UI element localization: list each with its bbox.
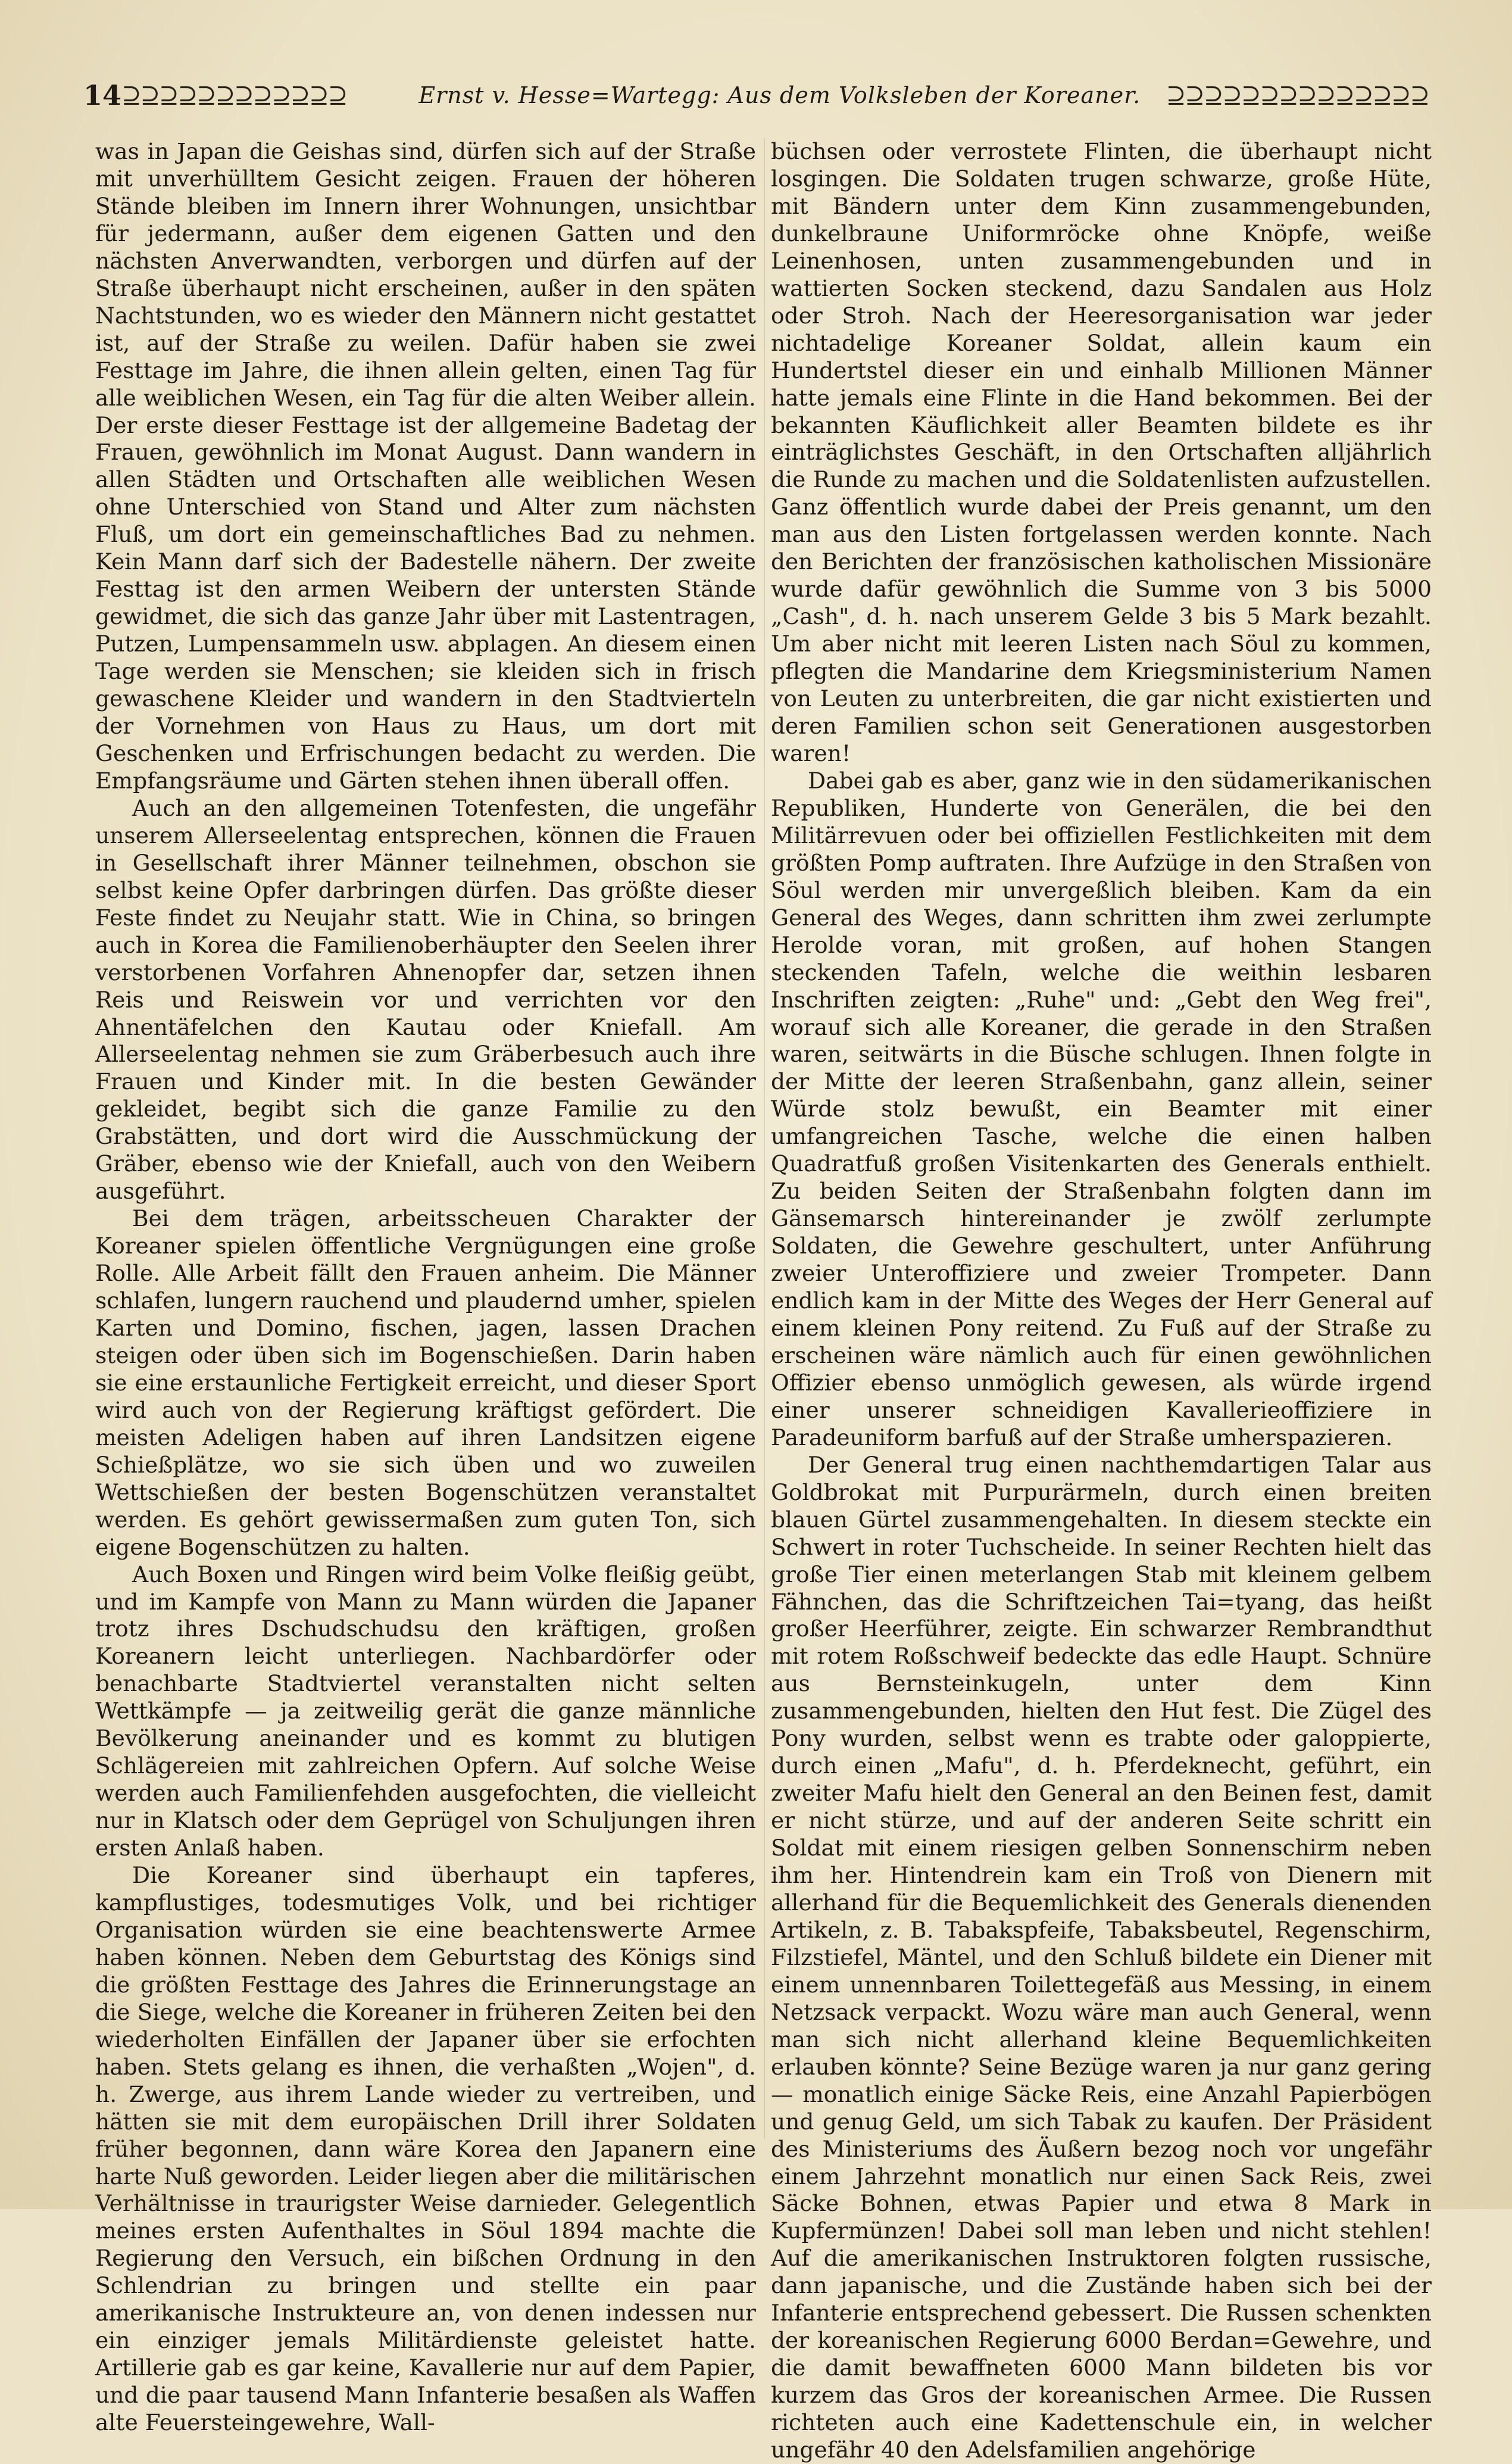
running-title: Ernst v. Hesse=Wartegg: Aus dem Volksleben der Koreaner. bbox=[418, 82, 1141, 108]
header-ornament-right: ⊇⊇⊇⊇⊇⊇⊇⊇⊇⊇⊇⊇⊇⊇ bbox=[1166, 82, 1429, 109]
paragraph: büchsen oder verrostete Flinten, die überhaupt nicht losgingen. Die Soldaten trugen schwarze, große Hüte, mit Bändern unter dem Kinn zusammengebunden, dunkelbraune Uniformröcke ohne Knöpfe, weiße Leinenhosen, unten zusammengebunden und in wattierten Socken steckend, dazu Sandalen aus Holz oder Stroh. Nach der Heeresorganisation war jeder nichtadelige Koreaner Soldat, allein kaum ein Hundertstel dieser ein und einhalb Millionen Männer hatte jemals eine Flinte in die Hand bekommen. Bei der bekannten Käuflichkeit aller Beamten bildete es ihr einträglichstes Geschäft, in den Ortschaften alljährlich die Runde zu machen und die Soldatenlisten aufzustellen. Ganz öffentlich wurde dabei der Preis genannt, um den man aus den Listen fortgelassen werden konnte. Nach den Berichten der französischen katholischen Missionäre wurde dafür gewöhnlich die Summe von 3 bis 5000 „Cash", d. h. nach unserem Gelde 3 bis 5 Mark bezahlt. Um aber nicht mit leeren Listen nach Söul zu kommen, pflegten die Mandarine dem Kriegsministerium Namen von Leuten zu unterbreiten, die gar nicht existierten und deren Familien schon seit Generationen ausgestorben waren! bbox=[771, 138, 1432, 766]
column-gutter bbox=[764, 138, 765, 2139]
paragraph: Dabei gab es aber, ganz wie in den südamerikanischen Republiken, Hunderte von Generälen, die bei den Militärrevuen oder bei offiziellen Festlichkeiten mit dem größten Pomp auftraten. Ihre Aufzüge in den Straßen von Söul werden mir unvergeßlich bleiben. Kam da ein General des Weges, dann schritten ihm zwei zerlumpte Herolde voran, mit großen, auf hohen Stangen steckenden Tafeln, welche die weithin lesbaren Inschriften zeigten: „Ruhe" und: „Gebt den Weg frei", worauf sich alle Koreaner, die gerade in den Straßen waren, seitwärts in die Büsche schlugen. Ihnen folgte in der Mitte der leeren Straßenbahn, ganz allein, seiner Würde stolz bewußt, ein Beamter mit einer umfangreichen Tasche, welche die einen halben Quadratfuß großen Visitenkarten des Generals enthielt. Zu beiden Seiten der Straßenbahn folgten dann im Gänsemarsch hintereinander je zwölf zerlumpte Soldaten, die Gewehre geschultert, unter Anführung zweier Unteroffiziere und zweier Trompeter. Dann endlich kam in der Mitte des Weges der Herr General auf einem kleinen Pony reitend. Zu Fuß auf der Straße zu erscheinen wäre nämlich auch für einen gewöhnlichen Offizier ebenso unmöglich gewesen, als würde irgend einer unserer schneidigen Kavallerieoffiziere in Paradeuniform barfuß auf der Straße umherspazieren. bbox=[771, 767, 1432, 1451]
paragraph: Der General trug einen nachthemdartigen Talar aus Goldbrokat mit Purpurärmeln, durch einen breiten blauen Gürtel zusammengehalten. In diesem steckte ein Schwert in roter Tuchscheide. In seiner Rechten hielt das große Tier einen meterlangen Stab mit kleinem gelbem Fähnchen, das die Schriftzeichen Tai=tyang, das heißt großer Heerführer, zeigte. Ein schwarzer Rembrandthut mit rotem Roßschweif bedeckte das edle Haupt. Schnüre aus Bernsteinkugeln, unter dem Kinn zusammengebunden, hielten den Hut fest. Die Zügel des Pony wurden, selbst wenn es trabte oder galoppierte, durch einen „Mafu", d. h. Pferdeknecht, geführt, ein zweiter Mafu hielt den General an den Beinen fest, damit er nicht stürze, und auf der anderen Seite schritt ein Soldat mit einem riesigen gelben Sonnenschirm neben ihm her. Hintendrein kam ein Troß von Dienern mit allerhand für die Bequemlichkeit des Generals dienenden Artikeln, z. B. Tabakspfeife, Tabaksbeutel, Regenschirm, Filzstiefel, Mäntel, und den Schluß bildete ein Diener mit einem unnennbaren Toilettegefäß aus Messing, in einem Netzsack verpackt. Wozu wäre man auch General, wenn man sich nicht allerhand kleine Bequemlichkeiten erlauben könnte? Seine Bezüge waren ja nur ganz gering — monatlich einige Säcke Reis, eine Anzahl Papierbögen und genug Geld, um sich Tabak zu kaufen. Der Präsident des Ministeriums des Äußern bezog noch vor ungefähr einem Jahrzehnt monatlich nur einen Sack Reis, zwei Säcke Bohnen, etwas Papier und etwa 8 Mark in Kupfermünzen! Dabei soll man leben und nicht stehlen! Auf die amerikanischen Instruktoren folgten russische, dann japanische, und die Zustände haben sich bei der Infanterie entsprechend gebessert. Die Russen schenkten der koreanischen Regierung 6000 Berdan=Gewehre, und die damit bewaffneten 6000 Mann bildeten bis vor kurzem das Gros der koreanischen Armee. Die Russen richteten auch eine Kadettenschule ein, in welcher ungefähr 40 den Adelsfamilien angehörige bbox=[771, 1451, 1432, 2463]
page-header bbox=[83, 77, 1429, 113]
paragraph: Die Koreaner sind überhaupt ein tapferes, kampflustiges, todesmutiges Volk, und bei richtiger Organisation würden sie eine beachtenswerte Armee haben können. Neben dem Geburtstag des Königs sind die größten Festtage des Jahres die Erinnerungstage an die Siege, welche die Koreaner in früheren Zeiten bei den wiederholten Einfällen der Japaner über sie erfochten haben. Stets gelang es ihnen, die verhaßten „Wojen", d. h. Zwerge, aus ihrem Lande wieder zu vertreiben, und hätten sie mit dem europäischen Drill ihrer Soldaten früher begonnen, dann wäre Korea den Japanern eine harte Nuß geworden. Leider liegen aber die militärischen Verhältnisse in traurigster Weise darnieder. Gelegentlich meines ersten Aufenthaltes in Söul 1894 machte die Regierung den Versuch, ein bißchen Ordnung in den Schlendrian zu bringen und stellte ein paar amerikanische Instrukteure an, von denen indessen nur ein einziger jemals Militärdienste geleistet hatte. Artillerie gab es gar keine, Kavallerie nur auf dem Papier, und die paar tausend Mann Infanterie besaßen als Waffen alte Feuersteingewehre, Wall- bbox=[95, 1862, 756, 2436]
right-column bbox=[771, 138, 1432, 2464]
left-column bbox=[95, 138, 756, 2437]
paragraph: Auch Boxen und Ringen wird beim Volke fleißig geübt, und im Kampfe von Mann zu Mann würden die Japaner trotz ihres Dschudschudsu den kräftigen, großen Koreanern leicht unterliegen. Nachbardörfer oder benachbarte Stadtviertel veranstalten nicht selten Wettkämpfe — ja zeitweilig gerät die ganze männliche Bevölkerung aneinander und es kommt zu blutigen Schlägereien mit zahlreichen Opfern. Auf solche Weise werden auch Familienfehden ausgefochten, die vielleicht nur in Klatsch oder dem Geprügel von Schuljungen ihren ersten Anlaß haben. bbox=[95, 1561, 756, 1861]
paragraph: Bei dem trägen, arbeitsscheuen Charakter der Koreaner spielen öffentliche Vergnügungen eine große Rolle. Alle Arbeit fällt den Frauen anheim. Die Männer schlafen, lungern rauchend und plaudernd umher, spielen Karten und Domino, fischen, jagen, lassen Drachen steigen oder üben sich im Bogenschießen. Darin haben sie eine erstaunliche Fertigkeit erreicht, und dieser Sport wird auch von der Regierung kräftigst gefördert. Die meisten Adeligen haben auf ihren Landsitzen eigene Schießplätze, wo sie sich üben und wo zuweilen Wettschießen der besten Bogenschützen veranstaltet werden. Es gehört gewissermaßen zum guten Ton, sich eigene Bogenschützen zu halten. bbox=[95, 1205, 756, 1560]
header-ornament-left: ⊇⊇⊇⊇⊇⊇⊇⊇⊇⊇⊇⊇ bbox=[121, 82, 347, 109]
page-number: 14 bbox=[83, 79, 122, 111]
paragraph: was in Japan die Geishas sind, dürfen sich auf der Straße mit unverhülltem Gesicht zeigen. Frauen der höheren Stände bleiben im Innern ihrer Wohnungen, unsichtbar für jedermann, außer dem eigenen Gatten und den nächsten Anverwandten, verborgen und dürfen auf der Straße überhaupt nicht erscheinen, außer in den späten Nachtstunden, wo es wieder den Männern nicht gestattet ist, auf der Straße zu weilen. Dafür haben sie zwei Festtage im Jahre, die ihnen allein gelten, einen Tag für alle weiblichen Wesen, ein Tag für die alten Weiber allein. Der erste dieser Festtage ist der allgemeine Badetag der Frauen, gewöhnlich im Monat August. Dann wandern in allen Städten und Ortschaften alle weiblichen Wesen ohne Unterschied von Stand und Alter zum nächsten Fluß, um dort ein gemeinschaftliches Bad zu nehmen. Kein Mann darf sich der Badestelle nähern. Der zweite Festtag ist den armen Weibern der untersten Stände gewidmet, die sich das ganze Jahr über mit Lastentragen, Putzen, Lumpensammeln usw. abplagen. An diesem einen Tage werden sie Menschen; sie kleiden sich in frisch gewaschene Kleider und wandern in den Stadtvierteln der Vornehmen von Haus zu Haus, um dort mit Geschenken und Erfrischungen bedacht zu werden. Die Empfangsräume und Gärten stehen ihnen überall offen. bbox=[95, 138, 756, 794]
paragraph: Auch an den allgemeinen Totenfesten, die ungefähr unserem Allerseelentag entsprechen, können die Frauen in Gesellschaft ihrer Männer teilnehmen, obschon sie selbst keine Opfer darbringen dürfen. Das größte dieser Feste findet zu Neujahr statt. Wie in China, so bringen auch in Korea die Familienoberhäupter den Seelen ihrer verstorbenen Vorfahren Ahnenopfer dar, setzen ihnen Reis und Reiswein vor und verrichten vor den Ahnentäfelchen den Kautau oder Kniefall. Am Allerseelentag nehmen sie zum Gräberbesuch auch ihre Frauen und Kinder mit. In die besten Gewänder gekleidet, begibt sich die ganze Familie zu den Grabstätten, und dort wird die Ausschmückung der Gräber, ebenso wie der Kniefall, auch von den Weibern ausgeführt. bbox=[95, 794, 756, 1205]
